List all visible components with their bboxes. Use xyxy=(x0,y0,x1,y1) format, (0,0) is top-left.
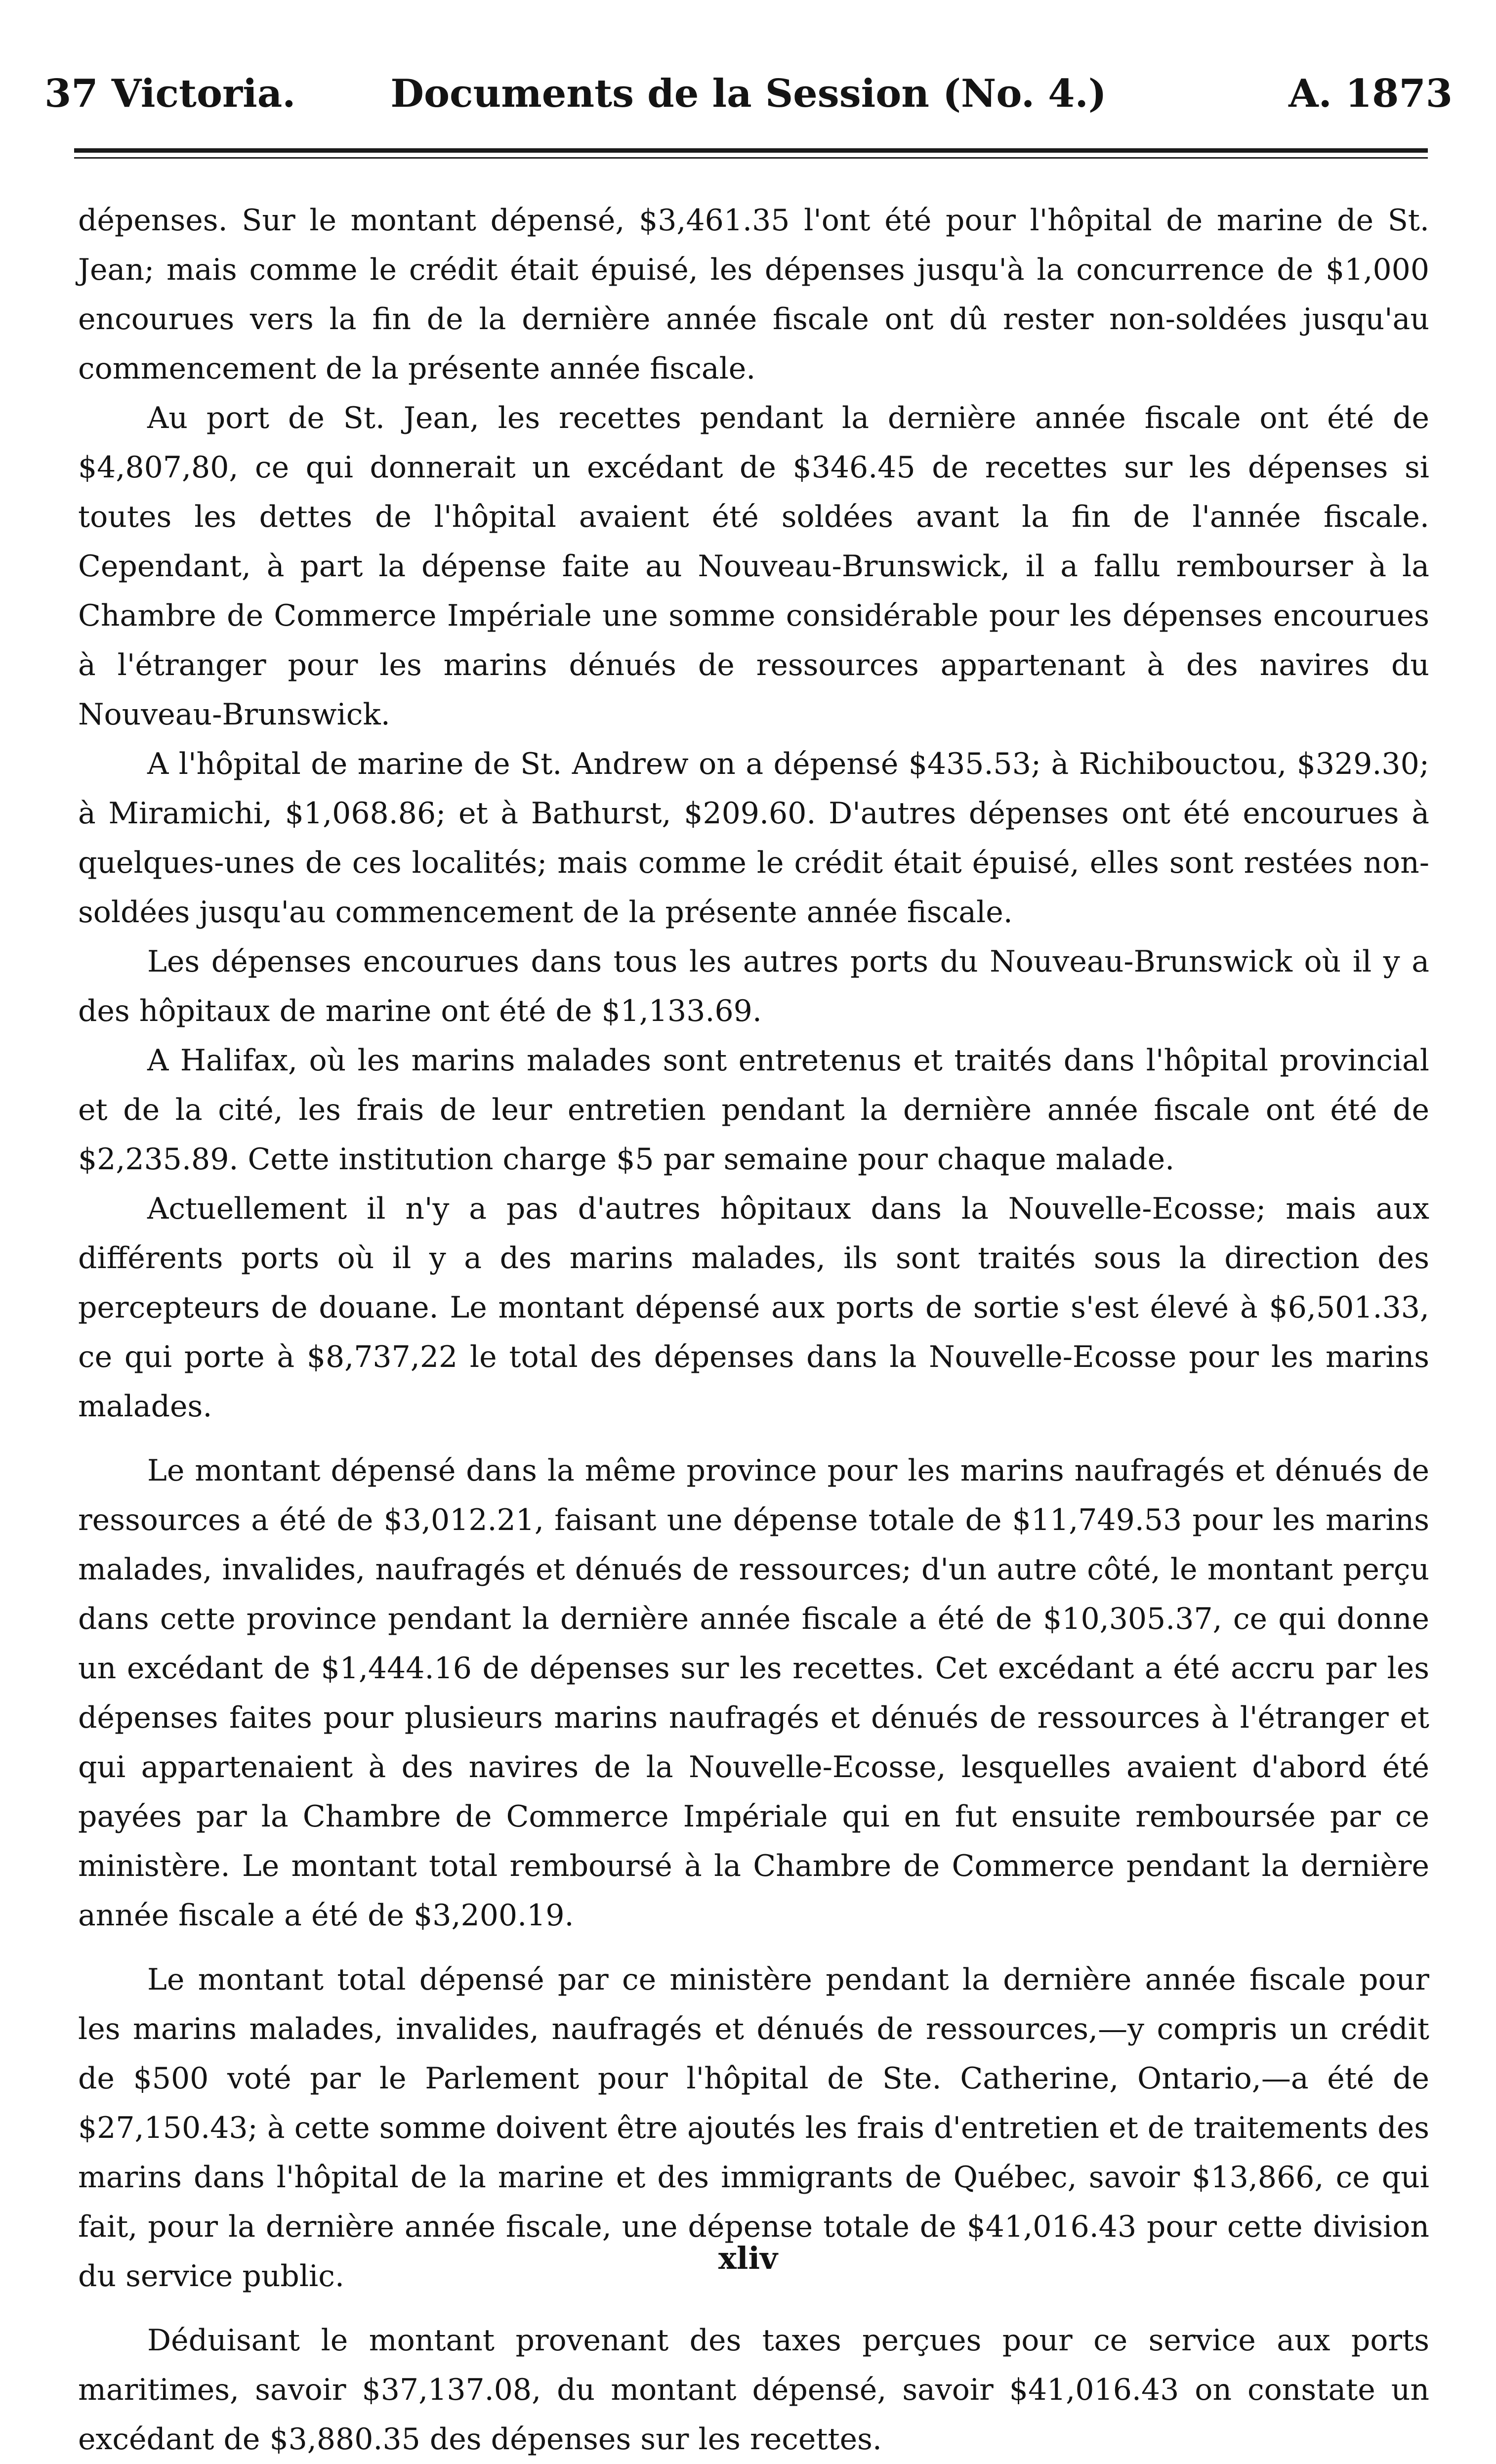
paragraph: dépenses. Sur le montant dépensé, $3,461.35 l'ont été pour l'hôpital de marine de St. Jean; mais comme le crédit était épuisé, les dépenses jusqu'à la concurrence de $1,000 encourues vers la fin de la dernière année fiscale ont dû rester non-soldées jusqu'au commencement de la présente année fiscale. xyxy=(78,203,1429,386)
paragraph: Déduisant le montant provenant des taxes perçues pour ce service aux ports maritimes, savoir $37,137.08, du montant dépensé, savoir $41,016.43 on constate un excédant de $3,880.35 des dépenses sur les recettes. xyxy=(78,2323,1429,2457)
header-title: Documents de la Session (No. 4.) xyxy=(390,71,1107,116)
header-rule-thin xyxy=(74,157,1428,159)
body-text xyxy=(78,196,1429,2464)
paragraph: A l'hôpital de marine de St. Andrew on a dépensé $435.53; à Richibouctou, $329.30; à Miramichi, $1,068.86; et à Bathurst, $209.60. D'autres dépenses ont été encourues à quelques-unes de ces localités; mais comme le crédit était épuisé, elles sont restées non-soldées jusqu'au commencement de la présente année fiscale. xyxy=(78,747,1429,930)
paragraph: Le montant total dépensé par ce ministère pendant la dernière année fiscale pour les marins malades, invalides, naufragés et dénués de ressources,—y compris un crédit de $500 voté par le Parlement pour l'hôpital de Ste. Catherine, Ontario,—a été de $27,150.43; à cette somme doivent être ajoutés les frais d'entretien et de traitements des marins dans l'hôpital de la marine et des immigrants de Québec, savoir $13,866, ce qui fait, pour la dernière année fiscale, une dépense totale de $41,016.43 pour cette division du service public. xyxy=(78,1962,1429,2294)
running-header xyxy=(44,59,1453,133)
header-year: A. 1873 xyxy=(1288,71,1453,116)
paragraph: Actuellement il n'y a pas d'autres hôpitaux dans la Nouvelle-Ecosse; mais aux différents ports où il y a des marins malades, ils sont traités sous la direction des percepteurs de douane. Le montant dépensé aux ports de sortie s'est élevé à $6,501.33, ce qui porte à $8,737,22 le total des dépenses dans la Nouvelle-Ecosse pour les marins malades. xyxy=(78,1191,1429,1424)
paragraph: A Halifax, où les marins malades sont entretenus et traités dans l'hôpital provincial et de la cité, les frais de leur entretien pendant la dernière année fiscale ont été de $2,235.89. Cette institution charge $5 par semaine pour chaque malade. xyxy=(78,1043,1429,1177)
paragraph: Au port de St. Jean, les recettes pendant la dernière année fiscale ont été de $4,807,80, ce qui donnerait un excédant de $346.45 de recettes sur les dépenses si toutes les dettes de l'hôpital avaient été soldées avant la fin de l'année fiscale. Cependant, à part la dépense faite au Nouveau-Brunswick, il a fallu rembourser à la Chambre de Commerce Impériale une somme considérable pour les dépenses encourues à l'étranger pour les marins dénués de ressources appartenant à des navires du Nouveau-Brunswick. xyxy=(78,401,1429,732)
header-volume: 37 Victoria. xyxy=(44,71,296,116)
header-rule-thick xyxy=(74,148,1428,153)
page-number: xliv xyxy=(718,2240,778,2276)
paragraph: Le montant dépensé dans la même province pour les marins naufragés et dénués de ressources a été de $3,012.21, faisant une dépense totale de $11,749.53 pour les marins malades, invalides, naufragés et dénués de ressources; d'un autre côté, le montant perçu dans cette province pendant la dernière année fiscale a été de $10,305.37, ce qui donne un excédant de $1,444.16 de dépenses sur les recettes. Cet excédant a été accru par les dépenses faites pour plusieurs marins naufragés et dénués de ressources à l'étranger et qui appartenaient à des navires de la Nouvelle-Ecosse, lesquelles avaient d'abord été payées par la Chambre de Commerce Impériale qui en fut ensuite remboursée par ce ministère. Le montant total remboursé à la Chambre de Commerce pendant la dernière année fiscale a été de $3,200.19. xyxy=(78,1453,1429,1933)
paragraph: Les dépenses encourues dans tous les autres ports du Nouveau-Brunswick où il y a des hôpitaux de marine ont été de $1,133.69. xyxy=(78,944,1429,1028)
